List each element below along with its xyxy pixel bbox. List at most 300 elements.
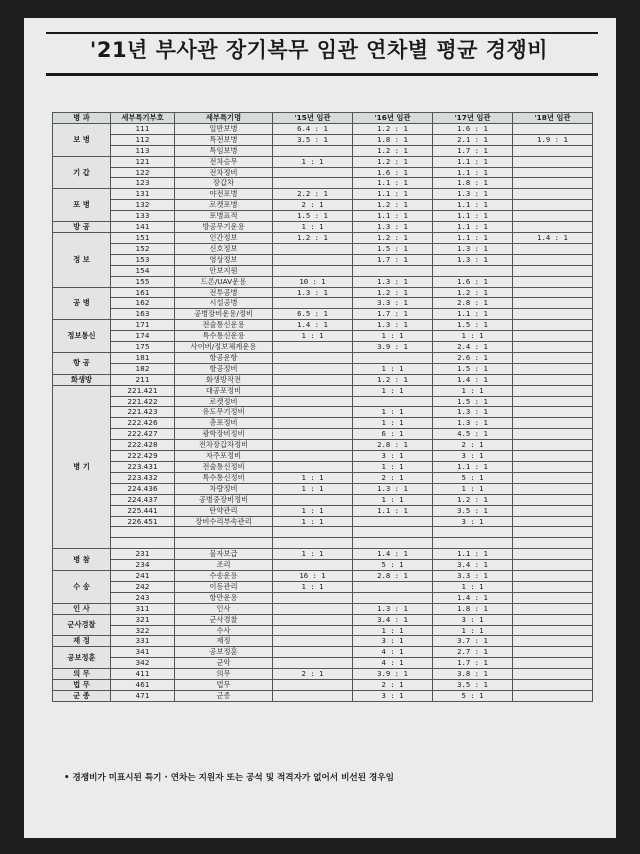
ratio-cell: 6 : 1 [353,429,433,440]
header-2018: '18년 임관 [513,113,593,124]
specialty-code-cell: 224.436 [111,483,175,494]
specialty-code-cell: 331 [111,636,175,647]
specialty-code-cell: 223.432 [111,472,175,483]
ratio-cell [273,592,353,603]
specialty-code-cell: 131 [111,189,175,200]
table-row [53,178,593,189]
ratio-cell: 1.3 : 1 [353,222,433,233]
ratio-cell: 1.7 : 1 [433,145,513,156]
table-row [53,691,593,702]
specialty-name-cell: 장비수리부속관리 [175,516,273,527]
specialty-name-cell: 이동관리 [175,581,273,592]
ratio-cell [513,265,593,276]
ratio-cell [273,342,353,353]
ratio-cell: 2.6 : 1 [433,352,513,363]
ratio-cell: 1 : 1 [273,483,353,494]
ratio-cell: 1.5 : 1 [433,320,513,331]
ratio-cell [273,254,353,265]
specialty-code-cell: 471 [111,691,175,702]
ratio-cell: 4.5 : 1 [433,429,513,440]
ratio-cell: 2 : 1 [353,680,433,691]
ratio-cell [513,396,593,407]
ratio-cell: 1 : 1 [273,549,353,560]
ratio-cell: 1 : 1 [273,222,353,233]
ratio-cell [513,145,593,156]
table-row [53,200,593,211]
specialty-code-cell: 222.426 [111,418,175,429]
branch-cell: 법 무 [53,680,111,691]
ratio-cell: 1.3 : 1 [433,189,513,200]
specialty-name-cell: 포병표적 [175,211,273,222]
ratio-cell [513,320,593,331]
specialty-name-cell: 인사 [175,603,273,614]
specialty-code-cell: 122 [111,167,175,178]
specialty-name-cell: 군사경찰 [175,614,273,625]
table-row [53,472,593,483]
ratio-cell: 1.8 : 1 [433,603,513,614]
ratio-cell: 3.5 : 1 [273,134,353,145]
specialty-name-cell: 시설공병 [175,298,273,309]
table-row [53,134,593,145]
ratio-cell: 2.2 : 1 [273,189,353,200]
specialty-name-cell: 총포정비 [175,418,273,429]
table-row [53,265,593,276]
specialty-code-cell: 311 [111,603,175,614]
ratio-cell [513,451,593,462]
ratio-cell: 1 : 1 [353,494,433,505]
specialty-code-cell: 241 [111,571,175,582]
ratio-cell: 5 : 1 [433,691,513,702]
ratio-cell [513,243,593,254]
ratio-cell: 1.1 : 1 [433,222,513,233]
ratio-cell [273,178,353,189]
table-row [53,189,593,200]
specialty-code-cell: 155 [111,276,175,287]
specialty-name-cell: 공병중장비정비 [175,494,273,505]
table-row [53,505,593,516]
specialty-name-cell: 전차장갑차정비 [175,440,273,451]
ratio-cell: 1.3 : 1 [433,254,513,265]
ratio-cell [513,658,593,669]
ratio-cell [353,527,433,538]
ratio-cell [273,527,353,538]
ratio-cell: 3 : 1 [353,691,433,702]
table-row [53,374,593,385]
specialty-name-cell: 화생방작전 [175,374,273,385]
table-row [53,222,593,233]
ratio-cell: 2.8 : 1 [353,440,433,451]
ratio-cell [353,265,433,276]
ratio-cell: 1.7 : 1 [433,658,513,669]
ratio-cell: 1.3 : 1 [353,483,433,494]
table-row [53,560,593,571]
specialty-code-cell: 162 [111,298,175,309]
table-row [53,342,593,353]
ratio-cell [273,560,353,571]
ratio-cell: 1.4 : 1 [433,374,513,385]
ratio-cell: 3.5 : 1 [433,680,513,691]
ratio-cell [513,374,593,385]
specialty-name-cell: 로켓정비 [175,396,273,407]
ratio-cell [513,440,593,451]
header-2015: '15년 임관 [273,113,353,124]
specialty-name-cell: 대공포정비 [175,385,273,396]
specialty-code-cell: 133 [111,211,175,222]
branch-cell: 인 사 [53,603,111,614]
specialty-code-cell: 141 [111,222,175,233]
ratio-cell: 3.9 : 1 [353,342,433,353]
ratio-cell: 1.1 : 1 [433,156,513,167]
ratio-cell: 1.5 : 1 [273,211,353,222]
document-sheet [24,18,616,838]
table-header-row [53,113,593,124]
specialty-code-cell: 182 [111,363,175,374]
ratio-cell: 1.1 : 1 [433,211,513,222]
specialty-name-cell: 특전보병 [175,134,273,145]
ratio-cell: 1 : 1 [273,156,353,167]
branch-cell: 재 정 [53,636,111,647]
ratio-cell: 5 : 1 [353,560,433,571]
ratio-cell [353,516,433,527]
ratio-cell: 3.9 : 1 [353,669,433,680]
ratio-cell: 1.8 : 1 [353,134,433,145]
specialty-name-cell: 안보지원 [175,265,273,276]
ratio-cell: 1.6 : 1 [433,276,513,287]
ratio-cell [513,538,593,549]
branch-cell: 포 병 [53,189,111,222]
table-row [53,211,593,222]
ratio-cell [513,625,593,636]
branch-cell: 병 기 [53,385,111,549]
specialty-name-cell: 신호정보 [175,243,273,254]
ratio-cell: 1.1 : 1 [433,462,513,473]
specialty-code-cell: 154 [111,265,175,276]
ratio-cell [353,352,433,363]
ratio-cell [513,200,593,211]
table-row [53,309,593,320]
ratio-cell: 1.2 : 1 [353,200,433,211]
ratio-cell: 1.3 : 1 [353,320,433,331]
ratio-cell [513,691,593,702]
ratio-cell: 1.5 : 1 [433,363,513,374]
ratio-cell [513,123,593,134]
specialty-name-cell: 물자보급 [175,549,273,560]
specialty-code-cell: 161 [111,287,175,298]
ratio-cell: 1.6 : 1 [433,123,513,134]
ratio-cell: 6.4 : 1 [273,123,353,134]
branch-cell: 병 참 [53,549,111,571]
header-specialty-code: 세부특기부호 [111,113,175,124]
specialty-code-cell: 221.422 [111,396,175,407]
ratio-cell [513,222,593,233]
ratio-cell [513,571,593,582]
ratio-cell: 1.1 : 1 [353,189,433,200]
ratio-cell [513,331,593,342]
specialty-code-cell: 151 [111,232,175,243]
specialty-name-cell: 재정 [175,636,273,647]
ratio-cell: 1.4 : 1 [513,232,593,243]
specialty-name-cell: 항공정비 [175,363,273,374]
table-row [53,527,593,538]
ratio-cell [273,603,353,614]
table-row [53,483,593,494]
ratio-cell [513,211,593,222]
specialty-name-cell: 사이버/정보체계운용 [175,342,273,353]
table-row [53,592,593,603]
ratio-cell: 3.8 : 1 [433,669,513,680]
ratio-cell: 1.2 : 1 [353,374,433,385]
specialty-name-cell: 전술통신운용 [175,320,273,331]
ratio-cell: 1 : 1 [433,385,513,396]
ratio-cell: 1.2 : 1 [433,287,513,298]
specialty-name-cell: 군악 [175,658,273,669]
specialty-name-cell: 조리 [175,560,273,571]
ratio-cell: 1.3 : 1 [353,603,433,614]
table-row [53,549,593,560]
table-row [53,232,593,243]
ratio-cell [273,243,353,254]
ratio-cell: 1 : 1 [433,625,513,636]
specialty-code-cell: 231 [111,549,175,560]
specialty-code-cell: 181 [111,352,175,363]
specialty-code-cell: 222.429 [111,451,175,462]
ratio-cell [433,527,513,538]
ratio-cell [513,462,593,473]
ratio-cell: 2 : 1 [353,472,433,483]
ratio-cell [273,494,353,505]
ratio-cell: 1.4 : 1 [433,592,513,603]
ratio-cell: 2 : 1 [433,440,513,451]
ratio-cell: 1.3 : 1 [433,407,513,418]
ratio-cell: 1.1 : 1 [353,505,433,516]
ratio-cell: 1 : 1 [273,331,353,342]
ratio-cell [433,538,513,549]
specialty-name-cell: 의무 [175,669,273,680]
table-row [53,287,593,298]
ratio-cell: 1.2 : 1 [353,156,433,167]
ratio-cell [353,581,433,592]
specialty-code-cell: 322 [111,625,175,636]
ratio-cell [273,647,353,658]
specialty-name-cell: 수사 [175,625,273,636]
specialty-code-cell: 222.427 [111,429,175,440]
ratio-cell: 2.4 : 1 [433,342,513,353]
specialty-name-cell: 방공무기운용 [175,222,273,233]
table-row [53,331,593,342]
ratio-cell: 1 : 1 [353,363,433,374]
table-row [53,614,593,625]
specialty-code-cell: 226.451 [111,516,175,527]
specialty-code-cell: 112 [111,134,175,145]
ratio-cell: 1.7 : 1 [353,309,433,320]
specialty-code-cell: 461 [111,680,175,691]
table-row [53,538,593,549]
branch-cell: 수 송 [53,571,111,604]
ratio-cell: 1 : 1 [353,462,433,473]
ratio-cell [513,636,593,647]
ratio-cell [273,145,353,156]
ratio-cell [273,538,353,549]
table-row [53,320,593,331]
table-row [53,418,593,429]
ratio-cell: 1.1 : 1 [353,211,433,222]
table-row [53,363,593,374]
ratio-cell: 1 : 1 [433,581,513,592]
ratio-cell: 1 : 1 [273,516,353,527]
ratio-cell [513,167,593,178]
ratio-cell: 4 : 1 [353,658,433,669]
ratio-cell [513,276,593,287]
branch-cell: 방 공 [53,222,111,233]
ratio-cell [513,647,593,658]
specialty-name-cell: 항공운항 [175,352,273,363]
ratio-cell: 1.3 : 1 [273,287,353,298]
specialty-name-cell: 광학장비정비 [175,429,273,440]
ratio-cell: 1.4 : 1 [273,320,353,331]
ratio-cell [273,636,353,647]
branch-cell: 군 종 [53,691,111,702]
ratio-cell [513,407,593,418]
specialty-name-cell: 장갑차 [175,178,273,189]
ratio-cell: 1.1 : 1 [433,232,513,243]
branch-cell: 정 보 [53,232,111,287]
specialty-code-cell: 411 [111,669,175,680]
table-row [53,494,593,505]
ratio-cell: 1.4 : 1 [353,549,433,560]
table-row [53,451,593,462]
ratio-cell [513,178,593,189]
specialty-name-cell: 차량정비 [175,483,273,494]
ratio-cell [353,592,433,603]
specialty-name-cell [175,538,273,549]
ratio-cell [353,538,433,549]
ratio-cell: 3 : 1 [353,636,433,647]
ratio-cell [273,298,353,309]
ratio-cell [513,156,593,167]
specialty-name-cell: 야전포병 [175,189,273,200]
ratio-cell: 3 : 1 [353,451,433,462]
specialty-code-cell: 342 [111,658,175,669]
specialty-name-cell: 인간정보 [175,232,273,243]
table-row [53,636,593,647]
ratio-cell [513,429,593,440]
specialty-code-cell [111,527,175,538]
table-row [53,352,593,363]
ratio-cell [273,385,353,396]
ratio-cell [513,363,593,374]
ratio-cell: 3.5 : 1 [433,505,513,516]
ratio-cell: 1.1 : 1 [433,549,513,560]
ratio-cell [513,254,593,265]
competition-ratio-table [52,112,593,702]
ratio-cell: 3.4 : 1 [433,560,513,571]
ratio-cell: 1 : 1 [353,407,433,418]
ratio-cell: 10 : 1 [273,276,353,287]
ratio-cell [513,581,593,592]
table-row [53,243,593,254]
specialty-code-cell: 224.437 [111,494,175,505]
ratio-cell: 3 : 1 [433,451,513,462]
table-row [53,625,593,636]
ratio-cell: 3 : 1 [433,516,513,527]
ratio-cell: 1.3 : 1 [433,418,513,429]
ratio-cell: 1.2 : 1 [353,123,433,134]
specialty-code-cell: 171 [111,320,175,331]
ratio-cell: 1.1 : 1 [433,167,513,178]
header-2016: '16년 임관 [353,113,433,124]
ratio-cell [513,189,593,200]
specialty-code-cell: 225.441 [111,505,175,516]
ratio-cell: 2.1 : 1 [433,134,513,145]
specialty-name-cell: 로켓포병 [175,200,273,211]
ratio-cell: 2.8 : 1 [433,298,513,309]
table-row [53,647,593,658]
table-row [53,516,593,527]
ratio-cell: 2.8 : 1 [353,571,433,582]
ratio-cell [513,669,593,680]
specialty-code-cell: 153 [111,254,175,265]
ratio-cell: 1.2 : 1 [273,232,353,243]
ratio-cell [513,527,593,538]
branch-cell: 화생방 [53,374,111,385]
ratio-cell: 1 : 1 [273,505,353,516]
specialty-name-cell: 유도무기정비 [175,407,273,418]
specialty-name-cell: 전투공병 [175,287,273,298]
table-row [53,145,593,156]
branch-cell: 정보통신 [53,320,111,353]
ratio-cell: 3.3 : 1 [433,571,513,582]
specialty-name-cell: 탄약관리 [175,505,273,516]
ratio-cell: 1.8 : 1 [433,178,513,189]
header-2017: '17년 임관 [433,113,513,124]
table-row [53,298,593,309]
table-row [53,123,593,134]
ratio-cell [273,625,353,636]
ratio-cell [513,505,593,516]
branch-cell: 공 병 [53,287,111,320]
specialty-code-cell: 341 [111,647,175,658]
specialty-code-cell: 222.428 [111,440,175,451]
ratio-cell [273,418,353,429]
ratio-cell: 1.9 : 1 [513,134,593,145]
ratio-cell: 2.7 : 1 [433,647,513,658]
ratio-cell: 5 : 1 [433,472,513,483]
specialty-name-cell: 전차정비 [175,167,273,178]
ratio-cell [273,440,353,451]
table-row [53,396,593,407]
specialty-code-cell: 243 [111,592,175,603]
ratio-cell [273,396,353,407]
table-row [53,276,593,287]
specialty-name-cell: 특임보병 [175,145,273,156]
specialty-name-cell: 공병장비운용/정비 [175,309,273,320]
ratio-cell: 1 : 1 [353,625,433,636]
specialty-code-cell: 234 [111,560,175,571]
page-title: '21년 부사관 장기복무 임관 연차별 평균 경쟁비 [89,38,549,62]
ratio-cell: 2 : 1 [273,669,353,680]
specialty-name-cell: 전술통신정비 [175,462,273,473]
ratio-cell: 2 : 1 [273,200,353,211]
ratio-cell [273,680,353,691]
ratio-cell [513,560,593,571]
ratio-cell: 3 : 1 [433,614,513,625]
ratio-cell: 1.1 : 1 [433,200,513,211]
ratio-cell: 1.5 : 1 [353,243,433,254]
ratio-cell: 4 : 1 [353,647,433,658]
table-row [53,669,593,680]
ratio-cell: 1 : 1 [273,581,353,592]
table-row [53,581,593,592]
